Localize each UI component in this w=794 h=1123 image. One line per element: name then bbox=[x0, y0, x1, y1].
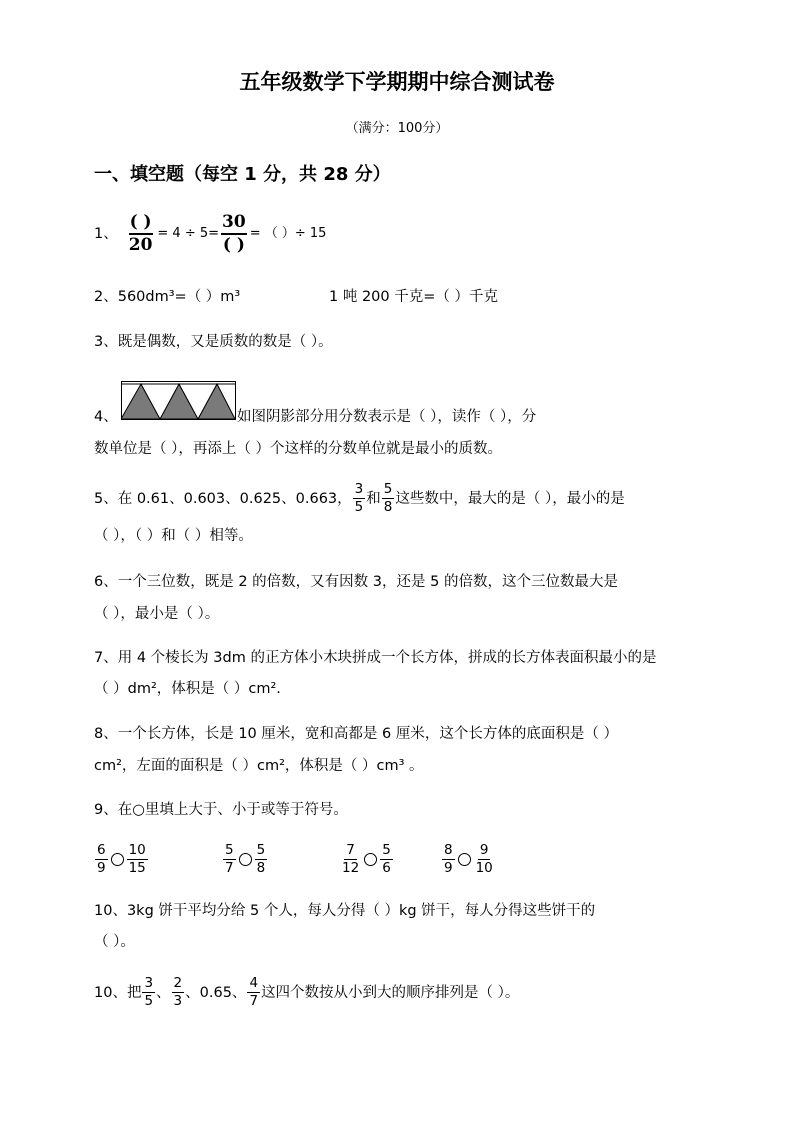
q9-pair-4 bbox=[441, 843, 496, 876]
q1-fraction-1-denominator: 20 bbox=[128, 235, 153, 255]
q10b-fraction-1-denominator: 5 bbox=[144, 993, 154, 1009]
question-1 bbox=[94, 213, 326, 255]
q1-fraction-1-numerator: ( ) bbox=[129, 213, 153, 235]
q9-pair-2-right bbox=[255, 843, 268, 876]
q10b-line bbox=[94, 976, 519, 1009]
q10b-prefix: 10、把 bbox=[94, 984, 142, 1001]
q5-fraction-2 bbox=[382, 482, 395, 515]
compare-circle[interactable] bbox=[111, 853, 124, 866]
page-title: 五年级数学下学期期中综合测试卷 bbox=[239, 70, 555, 94]
q2-part-1: 2、560dm³=（ ）m³ bbox=[94, 289, 241, 305]
q10b-fraction-3-numerator: 4 bbox=[249, 975, 259, 991]
q9-pair-4-right-numerator: 9 bbox=[479, 842, 489, 858]
compare-circle[interactable] bbox=[458, 853, 471, 866]
q9-pair-1-left-denominator: 9 bbox=[97, 860, 106, 876]
q9-pair-1-right bbox=[127, 843, 148, 876]
question-3: 3、既是偶数，又是质数的数是（ ）。 bbox=[94, 334, 333, 350]
q1-fraction-2-denominator: ( ) bbox=[222, 235, 245, 255]
compare-circle[interactable] bbox=[364, 853, 377, 866]
q9-pair-4-right-denominator: 10 bbox=[475, 860, 493, 876]
q1-fraction-2 bbox=[221, 213, 247, 255]
q9-pair-2-right-numerator: 5 bbox=[256, 842, 266, 858]
q5-fraction-2-denominator: 8 bbox=[383, 499, 393, 515]
q9-pair-4-left-numerator: 8 bbox=[444, 842, 453, 858]
q1-fraction-1 bbox=[128, 213, 154, 255]
q6-line-1: 6、一个三位数，既是 2 的倍数，又有因数 3，还是 5 的倍数，这个三位数最大是 bbox=[94, 574, 618, 590]
q10a-line-1: 10、3kg 饼干平均分给 5 个人，每人分得（ ）kg 饼干，每人分得这些饼干的 bbox=[94, 903, 596, 919]
q9-pair-1-right-numerator: 10 bbox=[128, 842, 146, 858]
q10b-separator-1: 、 bbox=[156, 984, 171, 1001]
q9-pair-2-right-denominator: 8 bbox=[256, 860, 266, 876]
q9-pair-2-left-numerator: 5 bbox=[225, 842, 234, 858]
q9-pair-3-left-denominator: 12 bbox=[342, 860, 360, 876]
q5-fraction-2-numerator: 5 bbox=[383, 481, 393, 497]
q8-line-2: cm²，左面的面积是（ ）cm²，体积是（ ）cm³ 。 bbox=[94, 758, 424, 774]
q10b-fraction-3 bbox=[247, 976, 260, 1009]
q5-fraction-1-numerator: 3 bbox=[354, 481, 364, 497]
q10b-fraction-2-denominator: 3 bbox=[173, 993, 183, 1009]
q9-pair-1-left-numerator: 6 bbox=[97, 842, 106, 858]
q9-pair-3-left-numerator: 7 bbox=[346, 842, 355, 858]
q9-pair-1-left bbox=[95, 843, 108, 876]
q5-fraction-1 bbox=[353, 482, 366, 515]
q5-prefix: 5、在 0.61、0.603、0.625、0.663， bbox=[94, 490, 352, 507]
q10a-line-2: （ ）。 bbox=[94, 934, 135, 950]
q9-pair-4-right bbox=[474, 843, 495, 876]
compare-circle[interactable] bbox=[239, 853, 252, 866]
q4-label: 4、 bbox=[94, 409, 118, 425]
q10b-fraction-2 bbox=[172, 976, 185, 1009]
q5-line-2: （ ），（ ）和（ ）相等。 bbox=[94, 528, 253, 544]
score-note: （满分：100分） bbox=[345, 121, 449, 136]
q9-pair-3 bbox=[339, 843, 394, 876]
q9-pair-2 bbox=[222, 843, 268, 876]
q9-pair-3-right-denominator: 6 bbox=[382, 860, 391, 876]
q5-suffix: 这些数中，最大的是（ ），最小的是 bbox=[395, 490, 625, 507]
q9-pair-4-left bbox=[442, 843, 455, 876]
shaded-triangles-figure bbox=[121, 381, 236, 421]
q9-pair-1 bbox=[94, 843, 149, 876]
q9-pair-3-right-numerator: 5 bbox=[382, 842, 391, 858]
q10b-suffix: 这四个数按从小到大的顺序排列是（ ）。 bbox=[261, 984, 520, 1001]
section-heading: 一、填空题（每空 1 分，共 28 分） bbox=[94, 164, 391, 185]
q5-and: 和 bbox=[366, 490, 381, 507]
q10b-fraction-1-numerator: 3 bbox=[144, 975, 154, 991]
q1-label: 1、 bbox=[94, 226, 118, 242]
q9-pair-2-left bbox=[223, 843, 236, 876]
q6-line-2: （ ），最小是（ ）。 bbox=[94, 606, 220, 622]
q10b-separator-2: 、0.65、 bbox=[185, 984, 247, 1001]
q10b-fraction-2-numerator: 2 bbox=[173, 975, 183, 991]
q9-pair-3-right bbox=[380, 843, 393, 876]
q5-line-1 bbox=[94, 482, 625, 515]
q10b-fraction-1 bbox=[142, 976, 155, 1009]
q10b-fraction-3-denominator: 7 bbox=[249, 993, 259, 1009]
q8-line-1: 8、一个长方体，长是 10 厘米，宽和高都是 6 厘米，这个长方体的底面积是（ ） bbox=[94, 726, 618, 742]
q1-tail: = （ ）÷ 15 bbox=[249, 226, 327, 241]
q7-line-2: （ ）dm²，体积是（ ）cm². bbox=[94, 681, 281, 697]
q1-middle: = 4 ÷ 5= bbox=[157, 226, 220, 241]
q5-fraction-1-denominator: 5 bbox=[354, 499, 364, 515]
q9-pair-1-right-denominator: 15 bbox=[128, 860, 146, 876]
q7-line-1: 7、用 4 个棱长为 3dm 的正方体小木块拼成一个长方体，拼成的长方体表面积最小的是 bbox=[94, 650, 657, 666]
q1-fraction-2-numerator: 30 bbox=[221, 213, 247, 235]
q2-part-2: 1 吨 200 千克=（ ）千克 bbox=[329, 289, 498, 305]
q9-pair-4-left-denominator: 9 bbox=[444, 860, 453, 876]
q4-line-2: 数单位是（ ），再添上（ ）个这样的分数单位就是最小的质数。 bbox=[94, 441, 502, 457]
q4-line-1: 如图阴影部分用分数表示是（ ），读作（ ），分 bbox=[237, 409, 537, 425]
q9-pair-3-left bbox=[340, 843, 361, 876]
q9-pair-2-left-denominator: 7 bbox=[225, 860, 234, 876]
q9-instruction: 9、在○里填上大于、小于或等于符号。 bbox=[94, 802, 348, 818]
